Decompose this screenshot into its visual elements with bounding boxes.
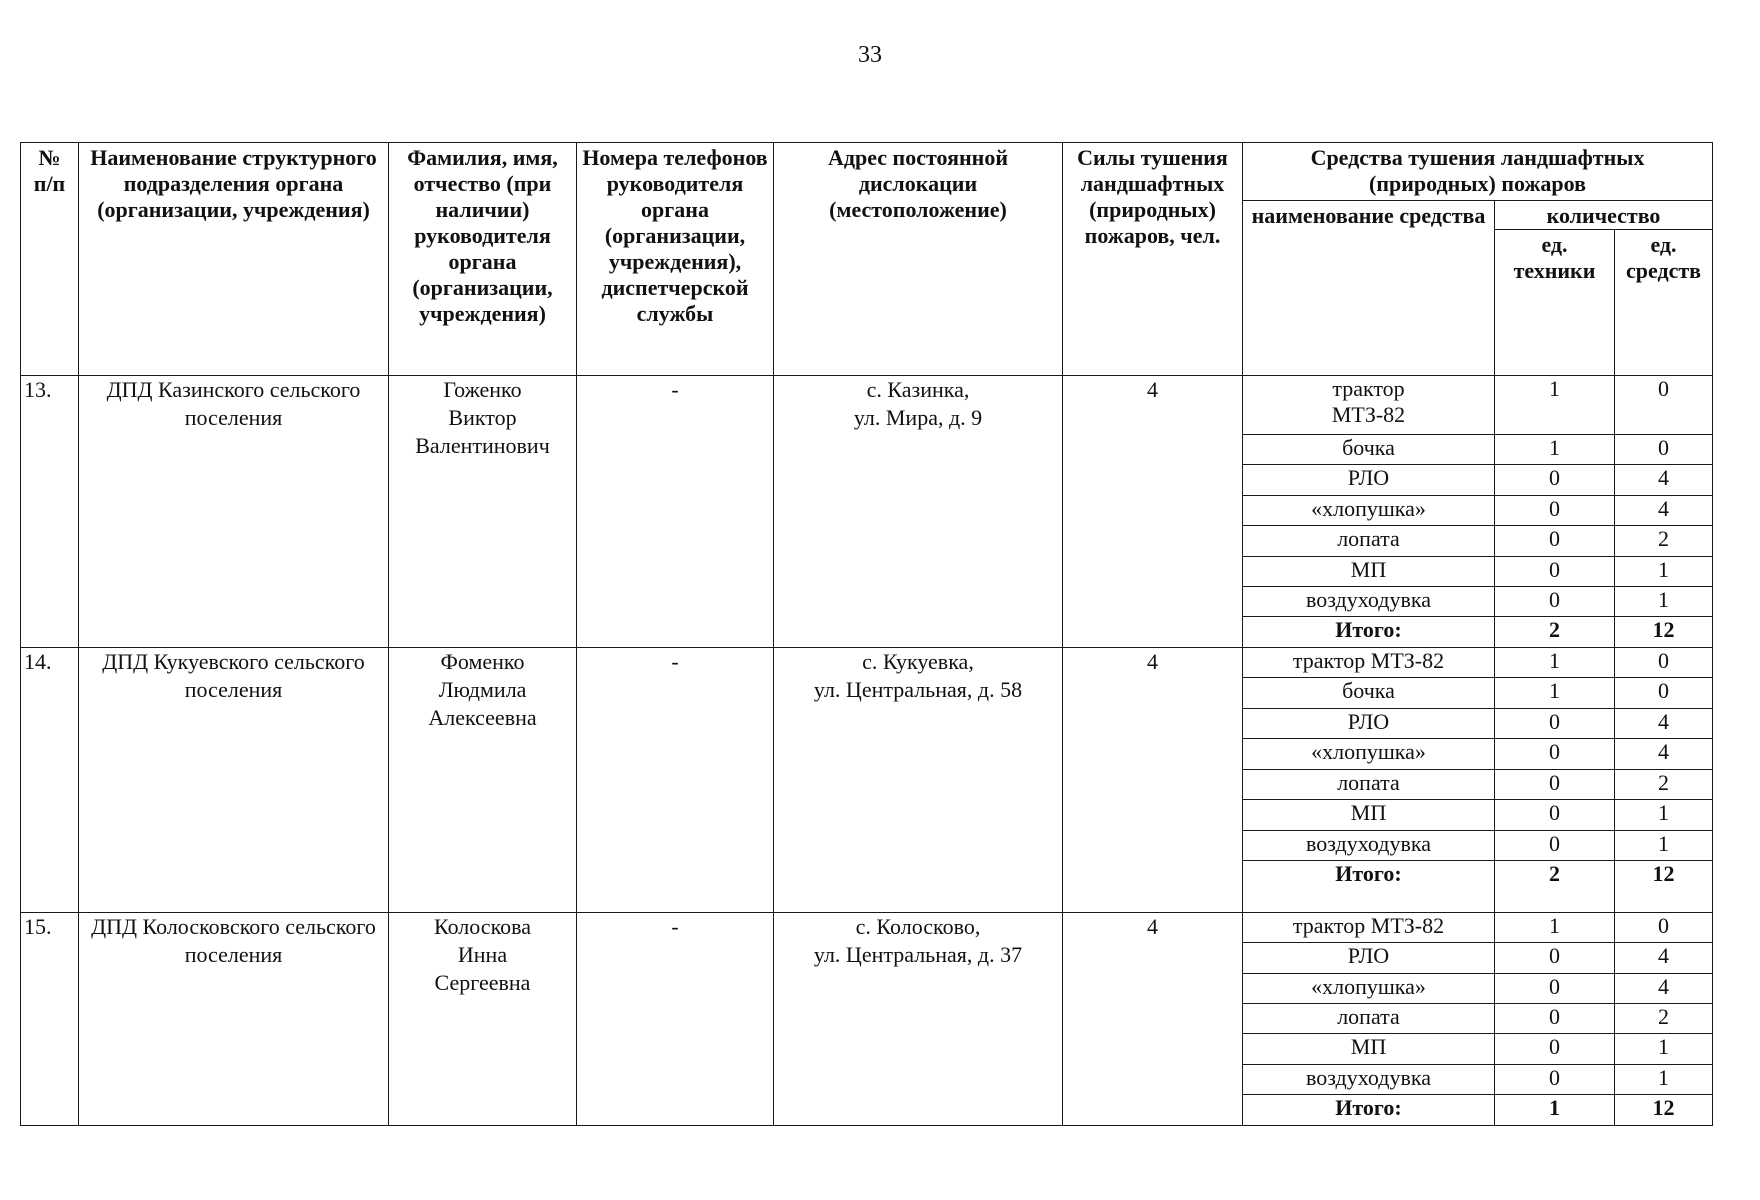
head-name: Фоменко Людмила Алексеевна bbox=[389, 647, 577, 912]
qty-tech: 0 bbox=[1495, 1034, 1615, 1064]
head-name: Колоскова Инна Сергеевна bbox=[389, 912, 577, 1125]
qty-tech: 1 bbox=[1495, 678, 1615, 708]
means-name: Итого: bbox=[1243, 860, 1495, 912]
unit-name: ДПД Кукуевского сельского поселения bbox=[79, 647, 389, 912]
means-name: лопата bbox=[1243, 769, 1495, 799]
means-name: воздуходувка bbox=[1243, 830, 1495, 860]
means-name: трактор МТЗ-82 bbox=[1243, 376, 1495, 435]
qty-means: 1 bbox=[1615, 556, 1713, 586]
means-name: РЛО bbox=[1243, 708, 1495, 738]
means-name: «хлопушка» bbox=[1243, 495, 1495, 525]
qty-tech: 0 bbox=[1495, 495, 1615, 525]
qty-tech: 1 bbox=[1495, 912, 1615, 942]
means-name: бочка bbox=[1243, 434, 1495, 464]
qty-tech: 0 bbox=[1495, 526, 1615, 556]
qty-means: 0 bbox=[1615, 434, 1713, 464]
qty-tech: 0 bbox=[1495, 769, 1615, 799]
unit-name: ДПД Колосковского сельского поселения bbox=[79, 912, 389, 1125]
qty-tech: 0 bbox=[1495, 739, 1615, 769]
qty-means: 2 bbox=[1615, 526, 1713, 556]
header-quantity: количество bbox=[1495, 201, 1713, 230]
qty-means: 0 bbox=[1615, 678, 1713, 708]
means-name: Итого: bbox=[1243, 1095, 1495, 1126]
qty-tech: 0 bbox=[1495, 973, 1615, 1003]
qty-means: 1 bbox=[1615, 800, 1713, 830]
head-name: Гоженко Виктор Валентинович bbox=[389, 376, 577, 648]
address: с. Кукуевка, ул. Центральная, д. 58 bbox=[774, 647, 1063, 912]
qty-means: 4 bbox=[1615, 708, 1713, 738]
qty-tech: 1 bbox=[1495, 376, 1615, 435]
qty-tech: 0 bbox=[1495, 800, 1615, 830]
means-name: РЛО bbox=[1243, 465, 1495, 495]
qty-means: 4 bbox=[1615, 465, 1713, 495]
row-number: 14. bbox=[21, 647, 79, 912]
address: с. Казинка, ул. Мира, д. 9 bbox=[774, 376, 1063, 648]
qty-tech: 0 bbox=[1495, 708, 1615, 738]
qty-means: 4 bbox=[1615, 495, 1713, 525]
header-num: № п/п bbox=[21, 143, 79, 376]
means-name: Итого: bbox=[1243, 617, 1495, 647]
row-number: 15. bbox=[21, 912, 79, 1125]
means-name: «хлопушка» bbox=[1243, 739, 1495, 769]
qty-means: 2 bbox=[1615, 1004, 1713, 1034]
qty-tech: 0 bbox=[1495, 1004, 1615, 1034]
means-name: МП bbox=[1243, 800, 1495, 830]
qty-tech: 1 bbox=[1495, 434, 1615, 464]
forces-count: 4 bbox=[1063, 376, 1243, 648]
header-qty-means: ед. средств bbox=[1615, 230, 1713, 376]
address: с. Колосково, ул. Центральная, д. 37 bbox=[774, 912, 1063, 1125]
row-number: 13. bbox=[21, 376, 79, 648]
means-name: трактор МТЗ-82 bbox=[1243, 647, 1495, 677]
means-name: воздуходувка bbox=[1243, 587, 1495, 617]
means-name: лопата bbox=[1243, 1004, 1495, 1034]
qty-means: 12 bbox=[1615, 1095, 1713, 1126]
header-means-group: Средства тушения ландшафтных (природных) пожаров bbox=[1243, 143, 1713, 201]
means-name: МП bbox=[1243, 556, 1495, 586]
unit-name: ДПД Казинского сельского поселения bbox=[79, 376, 389, 648]
qty-means: 2 bbox=[1615, 769, 1713, 799]
qty-tech: 0 bbox=[1495, 943, 1615, 973]
qty-means: 1 bbox=[1615, 1034, 1713, 1064]
qty-means: 4 bbox=[1615, 943, 1713, 973]
forces-count: 4 bbox=[1063, 912, 1243, 1125]
qty-means: 4 bbox=[1615, 739, 1713, 769]
qty-tech: 0 bbox=[1495, 587, 1615, 617]
means-name: РЛО bbox=[1243, 943, 1495, 973]
table-row bbox=[21, 647, 1713, 677]
qty-means: 0 bbox=[1615, 376, 1713, 435]
qty-tech: 0 bbox=[1495, 556, 1615, 586]
phones: - bbox=[577, 376, 774, 648]
qty-means: 1 bbox=[1615, 1064, 1713, 1094]
means-name: МП bbox=[1243, 1034, 1495, 1064]
qty-means: 0 bbox=[1615, 647, 1713, 677]
qty-tech: 2 bbox=[1495, 617, 1615, 647]
table-header bbox=[21, 143, 1713, 376]
qty-tech: 2 bbox=[1495, 860, 1615, 912]
means-name: бочка bbox=[1243, 678, 1495, 708]
table-row bbox=[21, 376, 1713, 435]
qty-means: 1 bbox=[1615, 830, 1713, 860]
page-number: 33 bbox=[858, 42, 882, 68]
qty-means: 1 bbox=[1615, 587, 1713, 617]
header-means-name: наименование средства bbox=[1243, 201, 1495, 376]
header-unit: Наименование структурного подразделения органа (организации, учреждения) bbox=[79, 143, 389, 376]
header-phones: Номера телефонов руководителя органа (организации, учреждения), диспетчерской службы bbox=[577, 143, 774, 376]
table-row bbox=[21, 912, 1713, 942]
means-name: «хлопушка» bbox=[1243, 973, 1495, 1003]
header-qty-tech: ед. техники bbox=[1495, 230, 1615, 376]
qty-means: 12 bbox=[1615, 860, 1713, 912]
forces-count: 4 bbox=[1063, 647, 1243, 912]
qty-means: 4 bbox=[1615, 973, 1713, 1003]
qty-tech: 0 bbox=[1495, 1064, 1615, 1094]
fire-means-table bbox=[20, 142, 1713, 1126]
qty-means: 12 bbox=[1615, 617, 1713, 647]
qty-tech: 0 bbox=[1495, 465, 1615, 495]
phones: - bbox=[577, 647, 774, 912]
means-name: воздуходувка bbox=[1243, 1064, 1495, 1094]
header-address: Адрес постоянной дислокации (местоположение) bbox=[774, 143, 1063, 376]
header-forces: Силы тушения ландшафтных (природных) пожаров, чел. bbox=[1063, 143, 1243, 376]
table-body bbox=[21, 376, 1713, 1126]
means-name: лопата bbox=[1243, 526, 1495, 556]
header-head: Фамилия, имя, отчество (при наличии) руководителя органа (организации, учреждения) bbox=[389, 143, 577, 376]
qty-tech: 1 bbox=[1495, 1095, 1615, 1126]
phones: - bbox=[577, 912, 774, 1125]
qty-tech: 1 bbox=[1495, 647, 1615, 677]
means-name: трактор МТЗ-82 bbox=[1243, 912, 1495, 942]
qty-means: 0 bbox=[1615, 912, 1713, 942]
qty-tech: 0 bbox=[1495, 830, 1615, 860]
